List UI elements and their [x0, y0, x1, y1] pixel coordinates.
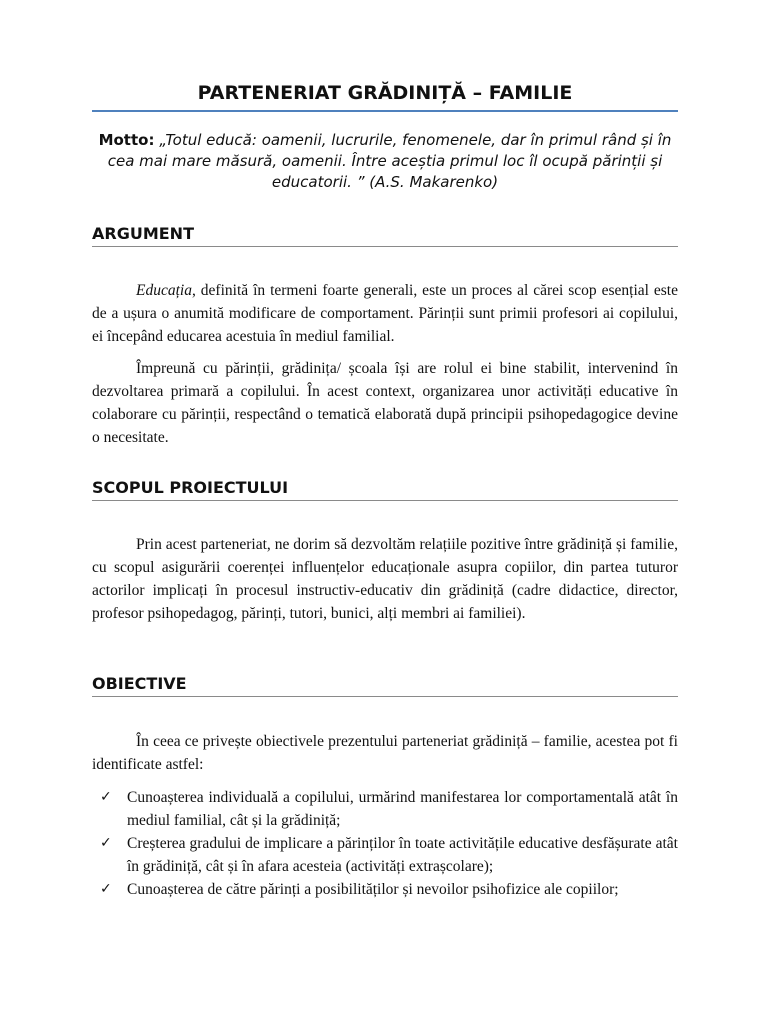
heading-scope: SCOPUL PROIECTULUI: [92, 478, 678, 501]
checkmark-icon: ✓: [100, 789, 112, 805]
objective-text: Creșterea gradului de implicare a părinților în toate activitățile educative desfășurate atât în grădiniță, cât și în afara acesteia (activități extrașcolare);: [127, 835, 678, 875]
argument-paragraph-1: [92, 279, 678, 348]
heading-objectives: OBIECTIVE: [92, 674, 678, 697]
motto-label: Motto:: [98, 131, 155, 149]
objectives-list: [92, 786, 678, 901]
objective-text: Cunoașterea de către părinți a posibilităților și nevoilor psihofizice ale copiilor;: [127, 881, 619, 898]
document-title: PARTENERIAT GRĂDINIȚĂ – FAMILIE: [92, 82, 678, 112]
objective-text: Cunoașterea individuală a copilului, urmărind manifestarea lor comportamentală atât în mediul familial, cât și la grădiniță;: [127, 789, 678, 829]
argument-italic-term: Educația: [136, 282, 192, 299]
scope-paragraph: Prin acest parteneriat, ne dorim să dezvoltăm relațiile pozitive între grădiniță și familie, cu scopul asigurării coerenței influențelor educaționale asupra copiilor, din partea tuturor actorilor implicați în procesul instructiv-educativ din grădiniță (cadre didactice, director, profesor psihopedagog, părinți, tutori, bunici, alți membri ai familiei).: [92, 536, 678, 622]
argument-paragraph-1-text: , definită în termeni foarte generali, este un proces al cărei scop esențial este de a ușura o anumită modificare de comportament. Părinții sunt primii profesori ai copilului, ei începând educarea acestuia în mediul familial.: [92, 282, 678, 345]
argument-paragraph-2: Împreună cu părinții, grădinița/ școala își are rolul ei bine stabilit, intervenind în dezvoltarea primară a copilului. În acest context, organizarea unor activități educative în colaborare cu părinții, respectând o tematică elaborată după principii psihopedagogice devine o necesitate.: [92, 360, 678, 446]
list-item: [92, 878, 678, 901]
motto: [92, 130, 678, 193]
checkmark-icon: ✓: [100, 881, 112, 897]
objectives-intro: În ceea ce privește obiectivele prezentului parteneriat grădiniță – familie, acestea pot fi identificate astfel:: [92, 733, 678, 773]
motto-text: „Totul educă: oamenii, lucrurile, fenomenele, dar în primul rând și în cea mai mare măsură, oamenii. Între aceștia primul loc îl ocupă părinții și educatorii. ” (A.S. Makarenko): [107, 131, 672, 191]
list-item: [92, 832, 678, 878]
list-item: [92, 786, 678, 832]
heading-argument: ARGUMENT: [92, 224, 678, 247]
checkmark-icon: ✓: [100, 835, 112, 851]
